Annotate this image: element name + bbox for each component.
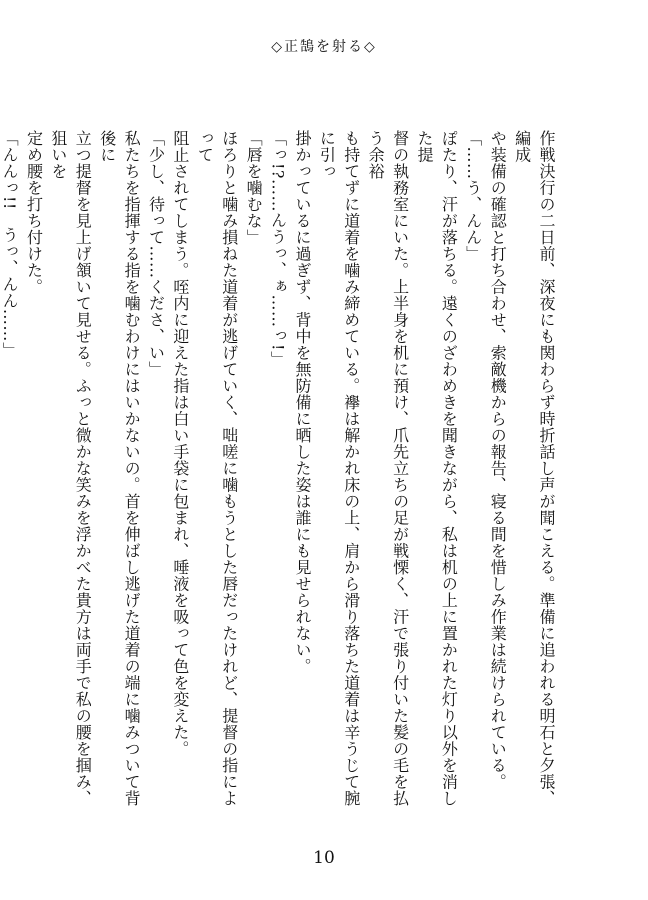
running-header-title: ◇正鵠を射る◇ bbox=[271, 39, 377, 55]
text-line-3: 「……う、んん」 bbox=[463, 130, 483, 262]
text-line-6: も持てずに道着を噛み締めている。襷は解かれ床の上、肩から滑り落ちた道着は辛うじて腕に引っ bbox=[317, 130, 361, 807]
text-line-2: や装備の確認と打ち合わせ、索敵機からの報告、寝る間を惜しみ作業は続けられている。 bbox=[488, 130, 508, 790]
text-line-14: 立つ提督を見上げ頷いて見せる。ふっと微かな笑みを浮かべた貴方は両手で私の腰を掴み、狙いを bbox=[48, 130, 93, 807]
novel-body-text bbox=[0, 130, 558, 820]
text-line-16: 「んんっ!! うっ、んん……」 bbox=[0, 130, 20, 359]
text-line-1: 作戦決行の二日前、深夜にも関わらず時折話し声が聞こえる。準備に追われる明石と夕張、編成 bbox=[512, 130, 556, 807]
text-line-11: 阻止されてしまう。咥内に迎えた指は白い手袋に包まれ、唾液を吸って色を変えた。 bbox=[170, 130, 190, 757]
page-number: 10 bbox=[313, 848, 335, 868]
text-line-5: 督の執務室にいた。上半身を机に預け、爪先立ちの足が戦慄く、汗で張り付いた髪の毛を払う余裕 bbox=[366, 130, 410, 807]
text-line-15: 定め腰を打ち付けた。 bbox=[24, 130, 44, 295]
text-line-7: 掛かっているに過ぎず、背中を無防備に晒した姿は誰にも見せられない。 bbox=[292, 130, 312, 675]
text-line-4: ぽたり、汗が落ちる。遠くのざわめきを聞きながら、私は机の上に置かれた灯り以外を消した提 bbox=[414, 130, 459, 807]
text-line-12: 「少し、待って……くださ、い」 bbox=[146, 130, 166, 378]
text-line-13: 私たちを指揮する指を噛むわけにはいかないの。首を伸ばし逃げた道着の端に噛みついて背後に bbox=[97, 130, 142, 807]
text-line-10: ほろりと噛み損ねた道着が逃げていく、咄嗟に噛もうとした唇だったけれど、提督の指によって bbox=[195, 130, 239, 807]
text-line-8: 「っ!?……んうっ、ぁ……っ!」 bbox=[268, 130, 288, 368]
text-line-9: 「唇を噛むな」 bbox=[244, 130, 264, 246]
